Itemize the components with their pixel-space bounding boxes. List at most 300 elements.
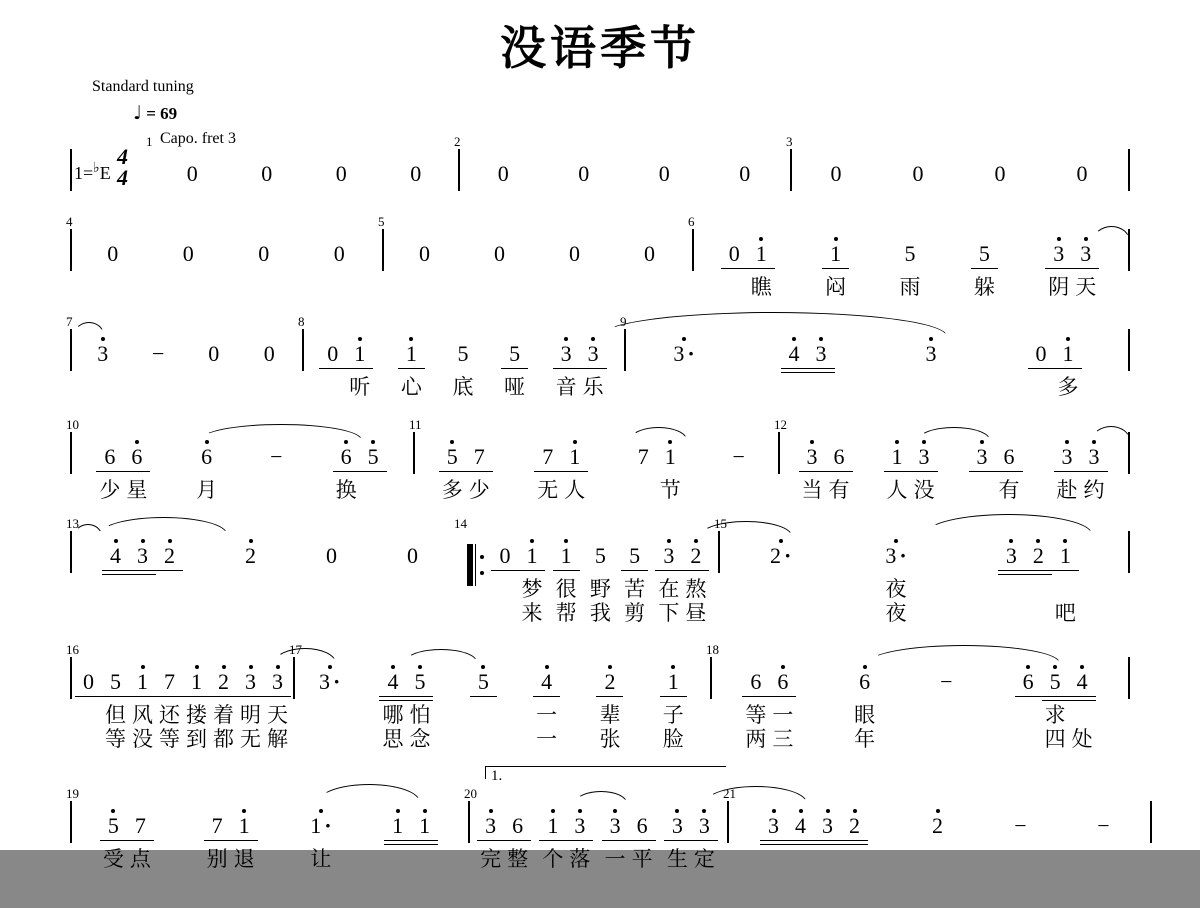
measure (298, 314, 624, 436)
note-number: 0 (1028, 342, 1055, 366)
note-number: 1 (660, 670, 687, 694)
beam-group (237, 658, 291, 751)
barline (727, 801, 729, 843)
note (769, 658, 796, 751)
note-number: 3 (580, 342, 607, 366)
lyric-line1: 求 (1044, 703, 1066, 727)
beam-group (439, 433, 493, 526)
beam-group (237, 532, 264, 625)
lyric-line1: 夜 (885, 577, 907, 601)
note-number: 3 · (885, 543, 907, 568)
note-number: 0 (410, 161, 422, 186)
measure-number: 9 (620, 314, 627, 329)
measure-cells (75, 330, 297, 423)
note-number: 1 · (310, 813, 332, 838)
measure-number: 21 (723, 786, 736, 801)
measure (66, 314, 302, 436)
beam-group (501, 330, 528, 423)
note (630, 433, 657, 526)
volta-bracket (485, 766, 726, 784)
key-prefix: 1= (74, 163, 94, 183)
note (851, 658, 878, 751)
note-number: 5 (100, 814, 127, 838)
note-number: 0 (75, 670, 102, 694)
note (826, 433, 853, 526)
beam-group (319, 330, 373, 423)
note (580, 330, 607, 423)
note-number: 1 (384, 814, 411, 838)
beam-group (449, 330, 476, 423)
note-number: 5 (457, 341, 469, 366)
measure-cells (75, 230, 377, 323)
beam-group (1090, 802, 1117, 895)
note (884, 433, 911, 526)
note (89, 330, 116, 423)
beam-group (630, 433, 684, 526)
note-number: 3 · (318, 669, 341, 694)
note-number: 3 (264, 670, 291, 694)
note-number: 1 (1052, 544, 1079, 568)
lyric-line1: 多 (441, 478, 463, 502)
beam-group (263, 433, 290, 526)
measure-number: 19 (66, 786, 79, 801)
lyric-line1: 平 (631, 847, 653, 871)
lyric-line1: 音 (555, 375, 577, 399)
lyric-line1: 天 (267, 703, 288, 727)
beam-group (96, 433, 150, 526)
beam-group (333, 433, 387, 526)
repeat-thick-bar (467, 544, 473, 586)
augmentation-dot: · (687, 341, 695, 366)
note (1081, 433, 1108, 526)
note-number: 0 (578, 161, 590, 186)
note-number: 3 (1045, 242, 1072, 266)
measure-number: 18 (706, 642, 719, 657)
lyric-line1: 天 (1075, 275, 1097, 299)
lyric-line1: 个 (542, 847, 564, 871)
lyric-line1: 在 (658, 577, 680, 601)
beam-group (781, 330, 835, 423)
note (477, 802, 504, 895)
note (250, 230, 277, 323)
lyric-line1: 多 (1057, 375, 1079, 399)
note-number: − (940, 669, 953, 694)
note-number: 2 (596, 670, 623, 694)
lyric-line1: 底 (452, 375, 474, 399)
note-number: 0 (419, 241, 430, 266)
note-number: 6 (201, 444, 213, 469)
note-number: 1 (1055, 342, 1082, 366)
note (971, 230, 998, 323)
beam-group (250, 230, 277, 323)
note-number: 5 (470, 670, 497, 694)
lyric-line2: 无 (240, 727, 261, 751)
note-number: 5 (439, 445, 466, 469)
barline (778, 432, 780, 474)
beam-group (884, 433, 938, 526)
note (231, 802, 258, 895)
lyric-line1: 子 (662, 703, 684, 727)
note (1042, 658, 1069, 751)
beam-group (1015, 658, 1096, 751)
measure (66, 516, 458, 638)
note (102, 532, 129, 625)
note-number: 3 (602, 814, 629, 838)
lyric-line2: 四 (1044, 727, 1066, 751)
beam-group (534, 433, 588, 526)
lyric-line1: 赴 (1056, 478, 1078, 502)
beam-group (256, 330, 283, 423)
note-number: 6 (1015, 670, 1042, 694)
lyric-line1: 怕 (409, 703, 431, 727)
note-number: 1 (518, 544, 545, 568)
measure-number: 5 (378, 214, 385, 229)
beam-group (636, 230, 663, 323)
note (127, 802, 154, 895)
lyric-line1: 月 (196, 478, 218, 502)
note (156, 532, 183, 625)
note-number: 3 (911, 445, 938, 469)
note-number: 0 (830, 161, 842, 186)
lyric-line2: 到 (186, 727, 207, 751)
lyric-line2: 没 (132, 727, 153, 751)
note (237, 532, 264, 625)
note (486, 230, 513, 323)
note (742, 658, 769, 751)
quarter-note-icon: ♩ (133, 102, 142, 124)
note (319, 330, 346, 423)
lyric-line1: 人 (564, 478, 586, 502)
note (539, 802, 566, 895)
note (933, 658, 960, 751)
note (102, 658, 129, 751)
note-number: 6 (826, 445, 853, 469)
lyric-line2: 下 (658, 601, 680, 625)
beam-group (99, 230, 126, 323)
lyric-line2: 来 (521, 601, 543, 625)
augmentation-dot: · (324, 813, 332, 838)
measure-number: 3 (786, 134, 793, 149)
barline (790, 149, 792, 191)
beam-group (587, 532, 614, 625)
lyric-line1: 让 (310, 847, 332, 871)
note (760, 802, 787, 895)
lyric-line2: 等 (105, 727, 126, 751)
lyric-line1: 落 (569, 847, 591, 871)
note-number: 3 · (673, 341, 695, 366)
measure-cells (715, 658, 1123, 751)
measure (66, 786, 468, 908)
note (318, 532, 345, 625)
lyric-line1: 有 (998, 478, 1020, 502)
beam-group (183, 658, 237, 751)
lyric-line1: 受 (102, 847, 124, 871)
note (841, 802, 868, 895)
repeat-dots (480, 555, 484, 575)
measure-cells (697, 230, 1123, 323)
note (1028, 330, 1055, 423)
note (183, 658, 210, 751)
lyric-line1: 一 (536, 703, 558, 727)
lyric-line1: 辈 (599, 703, 621, 727)
note (799, 433, 826, 526)
note (561, 230, 588, 323)
note-number: 7 (127, 814, 154, 838)
measure-number: 8 (298, 314, 305, 329)
measure (66, 642, 293, 764)
beam-group (1054, 433, 1108, 526)
lyric-line2: 夜 (885, 601, 907, 625)
note-number: 1 (411, 814, 438, 838)
note-number: 6 (859, 669, 871, 694)
barline (710, 657, 712, 699)
beam-group (553, 330, 607, 423)
note-number: 3 (691, 814, 718, 838)
note (671, 330, 698, 423)
beam-group (318, 532, 345, 625)
lyric-line1: 生 (666, 847, 688, 871)
repeat-dot (480, 571, 484, 575)
end-barline (1128, 432, 1130, 474)
note-number: − (152, 341, 165, 366)
note (561, 433, 588, 526)
note (156, 658, 183, 751)
note (1055, 330, 1082, 423)
note (518, 532, 545, 625)
note-number: 3 (655, 544, 682, 568)
note (264, 658, 291, 751)
measure-cells (732, 802, 1145, 895)
time-signature-numerator: 4 (117, 144, 128, 169)
lyric-line1: 心 (400, 375, 422, 399)
note (808, 330, 835, 423)
note-number: 6 (504, 814, 531, 838)
lyric-line1: 野 (589, 577, 611, 601)
lyric-line1: 当 (801, 478, 823, 502)
lyric-line1: 搂 (186, 703, 207, 727)
measure-cells (307, 330, 619, 423)
measure-cells (463, 532, 713, 625)
note (100, 802, 127, 895)
beam-group (533, 658, 560, 751)
beam-group (200, 330, 227, 423)
beam-group (411, 230, 438, 323)
measure-number: 13 (66, 516, 79, 531)
lyric-line1: 星 (126, 478, 148, 502)
note (406, 658, 433, 751)
note (553, 532, 580, 625)
beam-group (822, 230, 849, 323)
note-number: 0 (333, 241, 345, 266)
note (1007, 802, 1034, 895)
note-number: 1 (748, 242, 775, 266)
note-number: 4 (533, 670, 560, 694)
flat-icon: ♭ (93, 161, 100, 176)
beam-group (398, 330, 425, 423)
volta-label: 1. (491, 768, 503, 784)
note (333, 433, 360, 526)
note (99, 230, 126, 323)
beam-group (596, 658, 623, 751)
beam-group (1007, 802, 1034, 895)
barline (70, 329, 72, 371)
note (969, 433, 996, 526)
note (896, 230, 923, 323)
beam-group (75, 658, 129, 751)
beam-group (399, 532, 426, 625)
beam-group (100, 802, 154, 895)
note-number: 0 (569, 241, 580, 266)
note-number: 7 (637, 444, 649, 469)
note (655, 532, 682, 625)
note (767, 532, 794, 625)
note-number: 3 (129, 544, 156, 568)
lyric-line1: 听 (349, 375, 371, 399)
note-number: 1 (664, 444, 676, 469)
note (411, 230, 438, 323)
note (129, 532, 156, 625)
note (96, 433, 123, 526)
system-row (66, 516, 1160, 638)
note-number: 0 (107, 241, 119, 266)
note (256, 330, 283, 423)
note-number: 7 (156, 670, 183, 694)
note-number: 0 (258, 241, 270, 266)
beam-group (799, 433, 853, 526)
tuning-label: Standard tuning (92, 78, 194, 95)
beam-group (384, 802, 438, 895)
note (204, 802, 231, 895)
note (210, 658, 237, 751)
augmentation-dot: · (783, 543, 792, 568)
note-number: − (270, 444, 283, 469)
lyric-line1: 着 (213, 703, 234, 727)
note-number: 1 (539, 814, 566, 838)
note (691, 802, 718, 895)
note-number: 1 (561, 445, 588, 469)
beam-group (102, 532, 183, 625)
slur-tie-arc (318, 784, 420, 802)
lyric-line1: 但 (105, 703, 126, 727)
beam-group (742, 658, 796, 751)
note (882, 532, 909, 625)
note (1069, 658, 1096, 751)
lyric-line1: 完 (480, 847, 502, 871)
barline (70, 657, 72, 699)
note (553, 330, 580, 423)
lyric-line1: 瞧 (750, 275, 772, 299)
note-number: 0 (335, 161, 347, 186)
note (996, 433, 1023, 526)
note-number: 7 (466, 445, 493, 469)
note (491, 532, 518, 625)
lyric-line2: 三 (772, 727, 794, 751)
note-number: − (1097, 813, 1110, 838)
note-number: 3 (664, 814, 691, 838)
lyric-line1: 退 (233, 847, 255, 871)
note (411, 802, 438, 895)
note-number: 3 (1054, 445, 1081, 469)
note-number: 6 (629, 814, 656, 838)
beam-group (1045, 230, 1099, 323)
measure-cells (473, 802, 722, 895)
key-tonic: E (99, 163, 111, 183)
beam-group (998, 532, 1079, 625)
note-number: 3 (1081, 445, 1108, 469)
note (193, 433, 220, 526)
note (1054, 433, 1081, 526)
barline (718, 531, 720, 573)
note (725, 433, 752, 526)
measure (714, 516, 1128, 638)
note-number: 6 (742, 670, 769, 694)
note-number: 0 (721, 242, 748, 266)
note-number: 2 (682, 544, 709, 568)
note (263, 433, 290, 526)
note-number: 5 (501, 342, 528, 366)
note-number: 0 (644, 241, 655, 266)
note-number: 1 (884, 445, 911, 469)
note-number: 2 (841, 814, 868, 838)
lyric-line1: 无 (537, 478, 559, 502)
note-number: 0 (1076, 161, 1088, 186)
repeat-start-sign (467, 544, 485, 586)
lyric-line1: 哑 (504, 375, 526, 399)
note-number: 5 (971, 242, 998, 266)
note (602, 802, 629, 895)
note-number: 4 (1069, 670, 1096, 694)
beam-group (129, 658, 183, 751)
barline (458, 149, 460, 191)
note-number: 3 (760, 814, 787, 838)
measure-number: 14 (454, 516, 467, 531)
lyric-line2: 两 (745, 727, 767, 751)
note (439, 433, 466, 526)
note (1045, 230, 1072, 323)
lyric-line2: 一 (536, 727, 558, 751)
note (175, 230, 202, 323)
end-barline (1150, 801, 1152, 843)
note-number: 5 (1042, 670, 1069, 694)
beam-group (971, 230, 998, 323)
measure-cells (75, 802, 463, 895)
note (911, 433, 938, 526)
note-number: − (732, 444, 745, 469)
note-number: 3 (477, 814, 504, 838)
note-number: 1 (553, 544, 580, 568)
note-number: 0 (994, 161, 1006, 186)
measure (289, 642, 710, 764)
barline (382, 229, 384, 271)
lyric-line2: 等 (159, 727, 180, 751)
end-barline (1128, 657, 1130, 699)
note-number: 0 (186, 161, 198, 186)
note (129, 658, 156, 751)
measure-number: 12 (774, 417, 787, 432)
note (307, 802, 334, 895)
beam-group (721, 230, 775, 323)
note-number: 4 (781, 342, 808, 366)
note-number: 0 (326, 543, 337, 568)
beam-group (969, 433, 1023, 526)
lyric-line2: 思 (382, 727, 404, 751)
tempo-value: = 69 (146, 104, 178, 123)
lyric-line1: 阴 (1048, 275, 1070, 299)
note-number: 1 (129, 670, 156, 694)
beam-group (539, 802, 593, 895)
capo-label: Capo. fret 3 (160, 130, 236, 147)
beam-group (491, 532, 545, 625)
